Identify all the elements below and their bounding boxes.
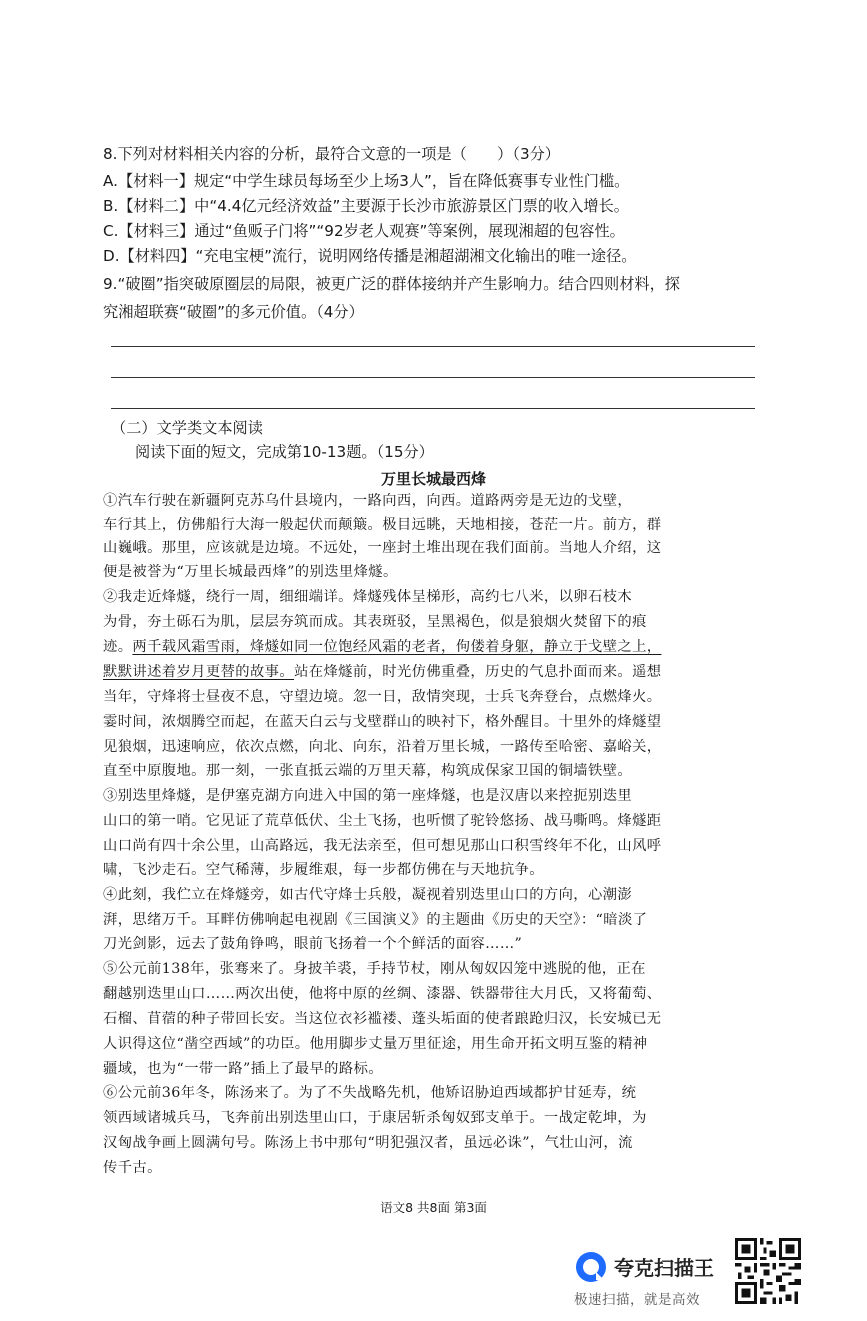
passage-line: 车行其上，仿佛船行大海一般起伏而颠簸。极目远眺，天地相接，苍茫一片。前方，群: [103, 517, 662, 533]
passage-line: 便是被誉为“万里长城最西烽”的别迭里烽燧。: [103, 564, 398, 580]
passage-line: 刀光剑影，远去了鼓角铮鸣，眼前飞扬着一个个鲜活的面容……”: [103, 936, 523, 952]
question-8-option-c: C.【材料三】通过“鱼贩子门将”“92岁老人观赛”等案例，展现湘超的包容性。: [103, 222, 625, 240]
section-heading: （二）文学类文本阅读: [111, 419, 263, 437]
passage-title: 万里长城最西烽: [380, 470, 486, 488]
question-8-stem: 8.下列对材料相关内容的分析，最符合文意的一项是（ ）（3分）: [103, 145, 560, 163]
answer-line-1: [111, 346, 755, 347]
scanner-app-name: 夸克扫描王: [614, 1256, 714, 1280]
passage-line: 直至中原腹地。那一刻，一张直抵云端的万里天幕，构筑成保家卫国的铜墙铁壁。: [103, 763, 633, 779]
passage-line: 石榴、苜蓿的种子带回长安。当这位衣衫褴褛、蓬头垢面的使者踉跄归汉，长安城已无: [103, 1011, 662, 1027]
passage-text: 站在烽燧前，时光仿佛重叠，历史的气息扑面而来。遥想: [294, 664, 662, 680]
answer-line-2: [111, 377, 755, 378]
question-9-line-2: 究湘超联赛“破圈”的多元价值。（4分）: [103, 303, 364, 321]
passage-line: 啸，飞沙走石。空气稀薄，步履维艰，每一步都仿佛在与天地抗争。: [103, 862, 544, 878]
passage-line: 为骨，夯土砾石为肌，层层夯筑而成。其表斑驳，呈黑褐色，似是狼烟火焚留下的痕: [103, 614, 647, 630]
passage-line: 霎时间，浓烟腾空而起，在蓝天白云与戈壁群山的映衬下，格外醒目。十里外的烽燧望: [103, 714, 662, 730]
passage-line: [103, 636, 769, 656]
passage-line: ⑤公元前138年，张骞来了。身披羊裘，手持节杖，刚从匈奴囚笼中逃脱的他，正在: [103, 961, 646, 977]
question-8-option-a: A.【材料一】规定“中学生球员每场至少上场3人”，旨在降低赛事专业性门槛。: [103, 172, 630, 190]
passage-line: ②我走近烽燧，绕行一周，细细端详。烽燧残体呈梯形，高约七八米，以卵石枝木: [103, 589, 633, 605]
passage-line: ③别迭里烽燧，是伊塞克湖方向进入中国的第一座烽燧，也是汉唐以来控扼别迭里: [103, 788, 633, 804]
underlined-sentence: 默默讲述着岁月更替的故事。: [103, 664, 295, 680]
quark-logo-icon: [574, 1250, 608, 1284]
underlined-sentence: 两千载风霜雪雨，烽燧如同一位饱经风霜的老者，佝偻着身躯，静立于戈壁之上，: [132, 639, 662, 655]
page-footer: 语文8 共8面 第3面: [380, 1200, 487, 1215]
qr-code-icon: [735, 1238, 801, 1304]
passage-line: ④此刻，我伫立在烽燧旁，如古代守烽士兵般，凝视着别迭里山口的方向，心潮澎: [103, 887, 633, 903]
scanner-watermark: [574, 1244, 734, 1314]
passage-line: 山口的第一哨。它见证了荒草低伏、尘土飞扬，也听惯了驼铃悠扬、战马嘶鸣。烽燧距: [103, 813, 662, 829]
passage-line: [103, 661, 769, 681]
passage-line: 山口尚有四十余公里，山高路远，我无法亲至，但可想见那山口积雪终年不化，山风呼: [103, 838, 662, 854]
passage-line: 当年，守烽将士昼夜不息，守望边境。忽一日，敌情突现，士兵飞奔登台，点燃烽火。: [103, 689, 662, 705]
passage-text: 迹。: [103, 639, 133, 655]
passage-line: 疆域，也为“一带一路”插上了最早的路标。: [103, 1061, 383, 1077]
passage-line: ①汽车行驶在新疆阿克苏乌什县境内，一路向西，向西。道路两旁是无边的戈壁，: [103, 493, 633, 509]
answer-line-3: [111, 408, 755, 409]
question-8-option-d: D.【材料四】“充电宝梗”流行，说明网络传播是湘超湖湘文化输出的唯一途径。: [103, 247, 637, 265]
scanner-slogan: 极速扫描，就是高效: [574, 1292, 700, 1308]
passage-line: 见狼烟，迅速响应，依次点燃，向北、向东，沿着万里长城，一路传至哈密、嘉峪关，: [103, 739, 662, 755]
question-9-line-1: 9.“破圈”指突破原圈层的局限，被更广泛的群体接纳并产生影响力。结合四则材料，探: [103, 275, 680, 293]
passage-line: 传千古。: [103, 1160, 162, 1176]
passage-line: ⑥公元前36年冬，陈汤来了。为了不失战略先机，他矫诏胁迫西域都护甘延寿，统: [103, 1085, 637, 1101]
passage-line: 湃，思绪万千。耳畔仿佛响起电视剧《三国演义》的主题曲《历史的天空》：“暗淡了: [103, 912, 648, 928]
question-8-option-b: B.【材料二】中“4.4亿元经济效益”主要源于长沙市旅游景区门票的收入增长。: [103, 197, 629, 215]
passage-line: 汉匈战争画上圆满句号。陈汤上书中那句“明犯强汉者，虽远必诛”，气壮山河，流: [103, 1135, 633, 1151]
passage-line: 领西域诸城兵马，飞奔前出别迭里山口，于康居斩杀匈奴郅支单于。一战定乾坤，为: [103, 1110, 647, 1126]
section-instruction: 阅读下面的短文，完成第10-13题。（15分）: [135, 443, 434, 461]
passage-line: 山巍峨。那里，应该就是边境。不远处，一座封土堆出现在我们面前。当地人介绍，这: [103, 540, 662, 556]
passage-line: 人识得这位“凿空西域”的功臣。他用脚步丈量万里征途，用生命开拓文明互鉴的精神: [103, 1036, 648, 1052]
passage-line: 翻越别迭里山口……两次出使，他将中原的丝绸、漆器、铁器带往大月氏，又将葡萄、: [103, 986, 662, 1002]
